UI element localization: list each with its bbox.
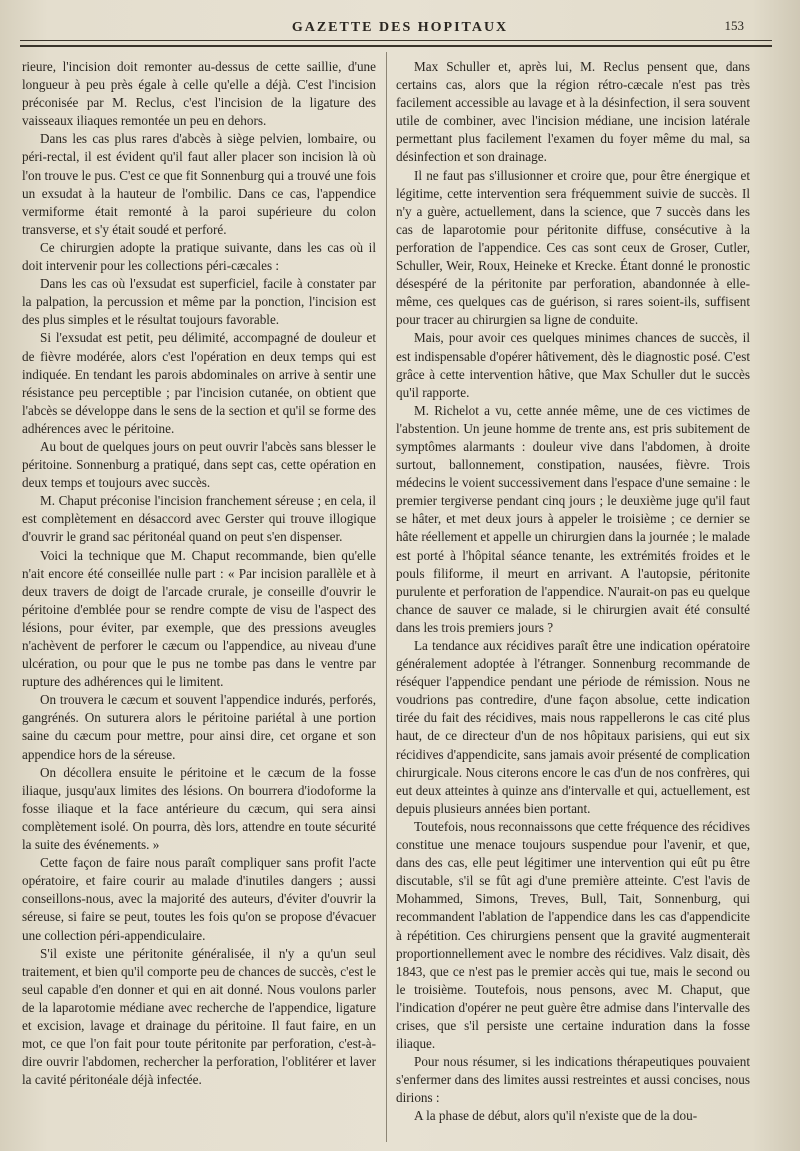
- right-paragraph: Il ne faut pas s'illusionner et croire que, pour être énergique et légitime, cette intervention sera fréquemment suivie de succès. Il n'y a guère, actuellement, dans la science, que 7 succès dans les cas de laparotomie pour péritonite diffuse, consécutive à la perforation de l'appendice. Ces cas sont ceux de Groser, Cutler, Schuller, Weir, Roux, Heineke et Krecke. Étant donné le pronostic désespéré de la péritonite par perforation, abandonnée à elle-même, ces quelques cas de guérison, si rares soient-ils, suffisent pour tracer au chirurgien sa ligne de conduite.: [396, 167, 750, 328]
- left-paragraph: Dans les cas où l'exsudat est superficiel, facile à constater par la palpation, la percussion et même par la ponction, l'incision est des plus simples et le résultat toujours favorable.: [22, 276, 376, 328]
- right-paragraph: La tendance aux récidives paraît être une indication opératoire généralement adoptée à l'étranger. Sonnenburg recommande de réséquer l'appendice pendant une période de rémission. Nous ne voudrions pas contredire, d'une façon absolue, cette indication tirée du fait des récidives, mais nous rappellerons le cas cité plus haut, de ce directeur d'un de nos hôpitaux parisiens, qui eut six récidives d'appendicite, sans jamais avoir présenté de complication chirurgicale. Nous citerons encore le cas d'un de nos confrères, qui eut deux atteintes à quinze ans d'intervalle et qui, actuellement, est depuis plusieurs années bien portant.: [396, 638, 750, 816]
- right-paragraph: M. Richelot a vu, cette année même, une de ces victimes de l'abstention. Un jeune homme de trente ans, est pris subitement de symptômes alarmants : douleur vive dans l'abdomen, à droite surtout, ballonnement, constipation, nausées, fièvre. Trois médecins le voient successivement dans l'espace d'une semaine : le premier tergiverse pendant cinq jours ; le deuxième juge qu'il faut se hâter, et met deux jours à appeler le troisième ; ce dernier se hâte réellement et appelle un chirurgien dans la journée ; le malade est porté à l'hôpital séance tenante, les extrémités froides et le pouls filiforme, il meurt en arrivant. A l'autopsie, péritonite purulente et perforation de l'appendice. N'aurait-on pas eu quelque chance de sauver ce malade, si le chirurgien avait été consulté dans les trois premiers jours ?: [396, 402, 750, 635]
- left-paragraph: On trouvera le cæcum et souvent l'appendice indurés, perforés, gangrénés. On suturera alors le péritoine pariétal à une portion saine du cæcum pour mettre, pour ainsi dire, cet organe et son appendice hors de la séreuse.: [22, 692, 376, 762]
- header-rule-thin: [20, 40, 772, 41]
- page-header: [0, 0, 800, 50]
- left-paragraph: rieure, l'incision doit remonter au-dessus de cette saillie, d'une longueur à peu près égale à celle qu'elle a déjà. C'est l'incision préconisée par M. Reclus, c'est l'incision de la ligature des vaisseaux iliaques remontée un peu en dehors.: [22, 59, 376, 129]
- left-paragraph: Voici la technique que M. Chaput recommande, bien qu'elle n'ait encore été conseillée nulle part : « Par incision parallèle et à deux travers de doigt de l'arcade crurale, je conseille d'ouvrir le péritoine d'emblée pour se rendre compte de visu de l'aspect des lésions, pour éviter, par exemple, que des pressions aveugles n'achèvent de perforer le cæcum ou l'appendice, au niveau d'une ulcération, ou pour que le pus ne tombe pas dans le ventre par rupture des adhérences qui le limitent.: [22, 547, 376, 690]
- left-column: [22, 58, 376, 1089]
- left-paragraph: Ce chirurgien adopte la pratique suivante, dans les cas où il doit intervenir pour les collections péri-cæcales :: [22, 239, 376, 274]
- left-paragraph: M. Chaput préconise l'incision franchement séreuse ; en cela, il est complètement en désaccord avec Gerster qui trouve illogique d'ouvrir le grand sac péritonéal quand on peut s'en dispenser.: [22, 493, 376, 545]
- running-title: GAZETTE DES HOPITAUX: [291, 20, 509, 35]
- right-paragraph: Max Schuller et, après lui, M. Reclus pensent que, dans certains cas, alors que la région rétro-cæcale n'est pas très facilement accessible au lavage et à la désinfection, il sera souvent utile de combiner, avec l'incision médiane, une incision latérale permettant plus facilement l'examen du foyer même du mal, sa désinfection et son drainage.: [396, 59, 750, 165]
- column-divider: [386, 52, 387, 1142]
- left-paragraph: Dans les cas plus rares d'abcès à siège pelvien, lombaire, ou péri-rectal, il est évident qu'il faut aller placer son incision là où l'on trouve le pus. C'est ce que fit Sonnenburg qui a trouvé une fois un exsudat à la hauteur de l'ombilic. Dans ce cas, l'appendice vermiforme était remonté à la paroi supérieure du colon transverse, et s'y était soudé et perforé.: [22, 131, 376, 237]
- header-rule-thick: [20, 45, 772, 47]
- right-paragraph: Pour nous résumer, si les indications thérapeutiques pouvaient s'enfermer dans des limites aussi restreintes et aussi concises, nous dirions :: [396, 1054, 750, 1106]
- left-paragraph: Si l'exsudat est petit, peu délimité, accompagné de douleur et de fièvre modérée, alors c'est l'opération en deux temps qui est indiquée. En tendant les parois abdominales on arrive à sentir une résistance peu perceptible ; par l'incision cutanée, on obtient que l'abcès se développe dans le sens de la section et qu'il se forme des adhérences avec le péritoine.: [22, 330, 376, 436]
- left-paragraph: On décollera ensuite le péritoine et le cæcum de la fosse iliaque, jusqu'aux limites des lésions. On bourrera d'iodoforme la fosse iliaque et la face antérieure du cæcum, qui sera ainsi complètement isolé. On pourra, dès lors, attendre en toute sécurité la suite des événements. »: [22, 764, 376, 853]
- right-paragraph: Toutefois, nous reconnaissons que cette fréquence des récidives constitue une menace toujours suspendue pour l'avenir, et que, dans des cas, elle peut légitimer une intervention qui eût pu être discutable, s'il se fût agi d'une première atteinte. C'est l'avis de Mohammed, Simons, Treves, Bull, Tait, Sonnenburg, qui recommandent l'ablation de l'appendice dans les cas d'appendicite à répétition. Ces chirurgiens pensent que la gravité augmenterait proportionnellement avec le nombre des récidives. Valz disait, dès 1843, que ce n'est pas le premier accès qui tue, mais le second ou le troisième. Toutefois, nous pensons, avec M. Chaput, que l'indication d'opérer ne peut guère être admise dans l'intervalle des crises, que s'il persiste une certaine induration dans la fosse iliaque.: [396, 818, 750, 1052]
- right-paragraph: Mais, pour avoir ces quelques minimes chances de succès, il est indispensable d'opérer hâtivement, dès le diagnostic posé. C'est grâce à cette intervention hâtive, que Max Schuller dut le succès qu'il rapporte.: [396, 330, 750, 400]
- left-paragraph: S'il existe une péritonite généralisée, il n'y a qu'un seul traitement, et bien qu'il comporte peu de chances de succès, c'est le seul capable d'en donner et qui en ait donné. Nous voulons parler de la laparotomie médiane avec recherche de l'appendice, ligature et excision, lavage et drainage du péritoine. Il faut faire, en un mot, ce que l'on fait pour toute péritonite par perforation, c'est-à-dire ouvrir l'abdomen, rechercher la perforation, l'oblitérer et laver la cavité péritonéale déjà infectée.: [22, 945, 376, 1088]
- left-paragraph: Cette façon de faire nous paraît compliquer sans profit l'acte opératoire, et faire courir au malade d'inutiles dangers ; aussi conseillons-nous, avec la majorité des auteurs, d'éviter d'ouvrir la séreuse, si faire se peut, toutes les fois qu'on se propose d'évacuer une collection péri-appendiculaire.: [22, 855, 376, 943]
- right-column: [396, 58, 750, 1126]
- page-number: 153: [724, 18, 744, 33]
- left-paragraph: Au bout de quelques jours on peut ouvrir l'abcès sans blesser le péritoine. Sonnenburg a pratiqué, dans sept cas, cette opération en deux temps et toujours avec succès.: [22, 438, 376, 491]
- right-paragraph: A la phase de début, alors qu'il n'existe que de la dou-: [414, 1108, 698, 1124]
